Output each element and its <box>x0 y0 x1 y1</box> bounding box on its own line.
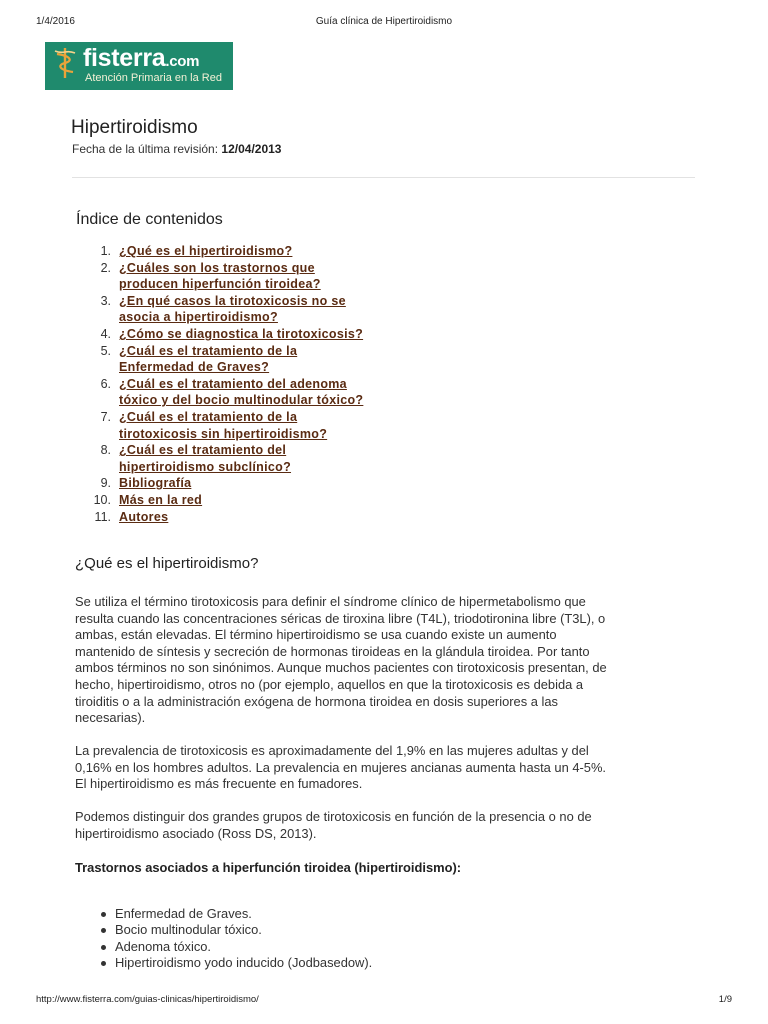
toc-item-number: 11. <box>94 509 111 524</box>
toc-item <box>70 260 430 293</box>
toc-link[interactable]: ¿Cuál es el tratamiento de la tirotoxicosis sin hipertiroidismo? <box>119 409 328 441</box>
toc-item-number: 7. <box>100 409 111 424</box>
toc-item <box>70 475 430 492</box>
paragraph-prevalence: La prevalencia de tirotoxicosis es aproximadamente del 1,9% en las mujeres adultas y del 0,16% en los hombres adultos. La prevalencia en mujeres ancianas aumenta hasta un 4-5%. El hipertiroidismo es más frecuente en fumadores. <box>75 743 606 792</box>
toc-link[interactable]: Más en la red <box>119 492 203 507</box>
print-document-title: Guía clínica de Hipertiroidismo <box>315 16 453 27</box>
toc-item-number: 4. <box>100 326 111 341</box>
paragraph-groups: Podemos distinguir dos grandes grupos de tirotoxicosis en función de la presencia o no de hipertiroidismo asociado (Ross DS, 2013). <box>75 809 592 841</box>
toc-item <box>70 243 430 260</box>
table-of-contents <box>70 243 430 525</box>
toc-link[interactable]: ¿Cuál es el tratamiento del hipertiroidismo subclínico? <box>119 443 292 474</box>
section-heading: ¿Qué es el hipertiroidismo? <box>75 555 259 572</box>
toc-link[interactable]: ¿Cuál es el tratamiento del adenoma tóxico y del bocio multinodular tóxico? <box>119 376 364 408</box>
print-date: 1/4/2016 <box>36 16 75 27</box>
toc-link[interactable]: ¿En qué casos la tirotoxicosis no se asocia a hipertiroidismo? <box>119 293 346 325</box>
bullet-icon <box>101 961 106 966</box>
toc-item-number: 3. <box>100 293 111 308</box>
fisterra-logo[interactable] <box>45 42 233 90</box>
toc-item <box>70 376 430 409</box>
review-label: Fecha de la última revisión: <box>72 142 219 156</box>
list-item <box>101 955 372 971</box>
page-title: Hipertiroidismo <box>71 117 198 138</box>
toc-link[interactable]: ¿Cuáles son los trastornos que producen hiperfunción tiroidea? <box>119 260 321 292</box>
print-header <box>36 16 732 30</box>
bullet-icon <box>101 928 106 933</box>
page-number: 1/9 <box>718 994 732 1005</box>
list-item <box>101 939 372 955</box>
bullet-icon <box>101 912 106 917</box>
list-item-text: Adenoma tóxico. <box>115 938 212 954</box>
toc-item <box>70 343 430 376</box>
toc-item <box>70 326 430 343</box>
toc-heading: Índice de contenidos <box>76 211 223 228</box>
disorders-list <box>101 906 372 972</box>
print-footer <box>36 994 732 1006</box>
logo-name: fisterra <box>83 44 166 72</box>
toc-item <box>70 293 430 326</box>
toc-item <box>70 442 430 475</box>
paragraph-definition: Se utiliza el término tirotoxicosis para definir el síndrome clínico de hipermetabolismo que resulta cuando las concentraciones séricas de tiroxina libre (T4L), triodotironina libre (T3L), o ambas, están elevadas. El término hipertiroidismo se usa cuando existe un aumento mantenido de síntesis y secreción de hormonas tiroideas en la glándula tiroidea. Por tanto ambos términos no son sinónimos. Aunque muchos pacientes con tirotoxicosis presentan, de hecho, hipertiroidismo, otros no (por ejemplo, aquellos en que la tirotoxicosis es debida a tiroiditis o a la administración exógena de hormona tiroidea en dosis superiores a las necesarias). <box>75 594 607 726</box>
logo-tagline: Atención Primaria en la Red <box>85 72 222 84</box>
toc-item-number: 2. <box>100 260 111 275</box>
caduceus-logo-icon <box>51 47 79 79</box>
review-date: 12/04/2013 <box>221 142 282 156</box>
logo-tld: .com <box>165 53 200 70</box>
toc-item-number: 10. <box>93 492 111 507</box>
toc-link[interactable]: Bibliografía <box>119 476 192 491</box>
page-url: http://www.fisterra.com/guias-clinicas/hipertiroidismo/ <box>36 994 259 1005</box>
toc-link[interactable]: ¿Cuál es el tratamiento de la Enfermedad de Graves? <box>119 343 298 375</box>
bullet-icon <box>101 945 106 950</box>
toc-item-number: 6. <box>100 376 111 391</box>
toc-link[interactable]: Autores <box>119 509 169 524</box>
toc-item-number: 8. <box>100 443 111 458</box>
list-item-text: Enfermedad de Graves. <box>115 906 252 921</box>
list-item-text: Hipertiroidismo yodo inducido (Jodbasedow). <box>115 955 373 971</box>
divider <box>72 177 695 178</box>
toc-item-number: 9. <box>100 476 111 491</box>
list-item-text: Bocio multinodular tóxico. <box>115 922 262 938</box>
list-item <box>101 922 372 938</box>
review-date-line <box>72 142 281 156</box>
logo-wordmark <box>83 44 199 73</box>
subheading-hyperfunction: Trastornos asociados a hiperfunción tiroidea (hipertiroidismo): <box>75 860 462 875</box>
toc-item-number: 5. <box>100 343 111 358</box>
toc-item <box>70 492 430 509</box>
toc-link[interactable]: ¿Cómo se diagnostica la tirotoxicosis? <box>119 326 364 341</box>
toc-item-number: 1. <box>100 244 111 258</box>
list-item <box>101 906 372 922</box>
toc-item <box>70 509 430 526</box>
toc-item <box>70 409 430 442</box>
toc-link[interactable]: ¿Qué es el hipertiroidismo? <box>119 244 293 258</box>
